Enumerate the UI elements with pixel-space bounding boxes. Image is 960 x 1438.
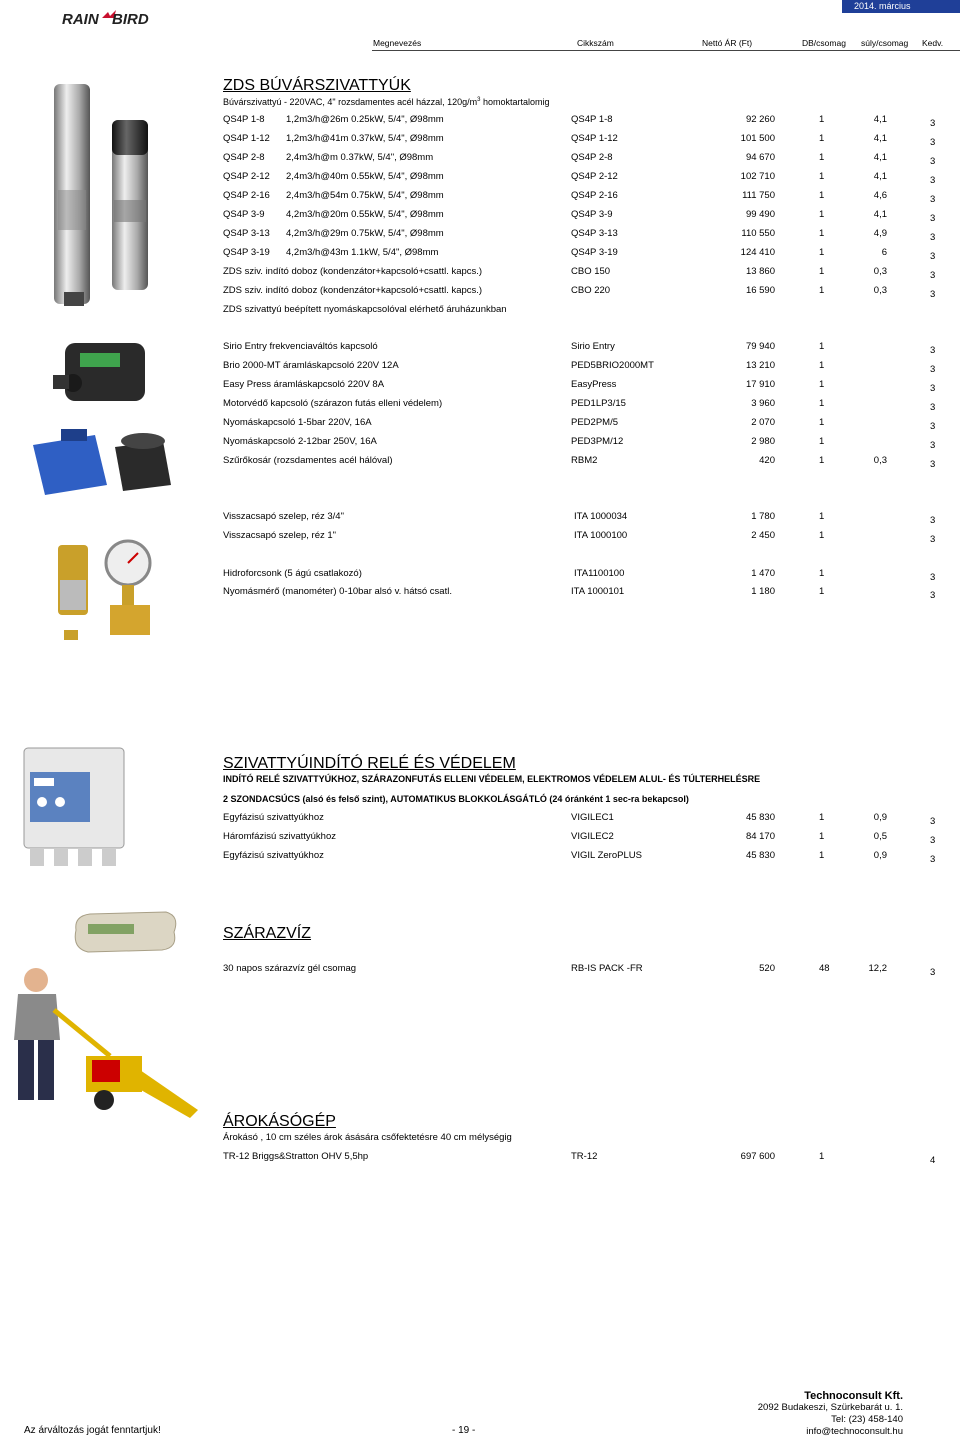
discount: 3 bbox=[930, 156, 936, 167]
product-code: QS4P 1-8 bbox=[571, 114, 613, 125]
pack-weight: 0,9 bbox=[873, 850, 887, 861]
pack-weight: 0,3 bbox=[873, 285, 887, 296]
pack-weight: 4,1 bbox=[873, 114, 887, 125]
discount: 3 bbox=[930, 213, 936, 224]
col-header-pack: DB/csomag bbox=[802, 38, 846, 48]
date-bar bbox=[842, 0, 960, 13]
product-code: PED5BRIO2000MT bbox=[571, 360, 654, 371]
product-name: 30 napos szárazvíz gél csomag bbox=[223, 963, 357, 974]
net-price: 2 980 bbox=[751, 436, 775, 447]
product-name: Easy Press áramláskapcsoló 220V 8A bbox=[223, 379, 385, 390]
pack-quantity: 1 bbox=[819, 379, 825, 390]
table-row bbox=[0, 455, 960, 471]
table-row bbox=[0, 360, 960, 376]
net-price: 79 940 bbox=[745, 341, 775, 352]
net-price: 102 710 bbox=[740, 171, 775, 182]
product-code: VIGIL ZeroPLUS bbox=[571, 850, 642, 861]
pack-weight: 4,1 bbox=[873, 152, 887, 163]
net-price: 110 550 bbox=[741, 228, 775, 239]
product-code: PED3PM/12 bbox=[571, 436, 624, 447]
net-price: 16 590 bbox=[745, 285, 775, 296]
dry-water-pack-image bbox=[70, 908, 180, 958]
pack-weight: 0,9 bbox=[873, 812, 887, 823]
product-name: Hidroforcsonk (5 ágú csatlakozó) bbox=[223, 568, 362, 579]
relay-line2: 2 SZONDACSÚCS (alsó és felső szint), AUTOMATIKUS BLOKKOLÁSGÁTLÓ (24 óránként 1 sec-ra bekapcsol) bbox=[223, 794, 689, 804]
table-row bbox=[0, 171, 960, 187]
pack-weight: 0,5 bbox=[873, 831, 887, 842]
table-row bbox=[0, 1151, 960, 1167]
product-name: Háromfázisú szivattyúkhoz bbox=[223, 831, 336, 842]
table-row bbox=[0, 586, 960, 602]
discount: 3 bbox=[930, 232, 936, 243]
pack-quantity: 1 bbox=[819, 190, 825, 201]
col-header-weight: súly/csomag bbox=[861, 38, 909, 48]
footer-email[interactable]: info@technoconsult.hu bbox=[806, 1426, 903, 1437]
pumps-note: ZDS szivattyú beépített nyomáskapcsolóval elérhető áruházunkban bbox=[223, 304, 507, 315]
discount: 3 bbox=[930, 515, 936, 526]
svg-text:BIRD: BIRD bbox=[112, 11, 149, 28]
pack-quantity: 1 bbox=[819, 171, 825, 182]
product-name: QS4P 2-16 bbox=[223, 190, 270, 201]
pack-quantity: 1 bbox=[819, 850, 825, 861]
net-price: 99 490 bbox=[745, 209, 775, 220]
discount: 3 bbox=[930, 345, 936, 356]
product-code: Sirio Entry bbox=[571, 341, 615, 352]
product-code: QS4P 2-8 bbox=[571, 152, 613, 163]
net-price: 2 070 bbox=[751, 417, 775, 428]
table-row bbox=[0, 341, 960, 357]
discount: 3 bbox=[930, 194, 936, 205]
table-row bbox=[0, 379, 960, 395]
discount: 3 bbox=[930, 534, 936, 545]
net-price: 13 210 bbox=[745, 360, 775, 371]
net-price: 45 830 bbox=[745, 812, 775, 823]
discount: 3 bbox=[930, 137, 936, 148]
subtitle-tail: homoktartalomig bbox=[480, 97, 550, 107]
discount: 3 bbox=[930, 402, 936, 413]
product-desc: 4,2m3/h@43m 1.1kW, 5/4", Ø98mm bbox=[286, 247, 439, 258]
net-price: 420 bbox=[759, 455, 775, 466]
pack-quantity: 1 bbox=[819, 228, 825, 239]
pack-quantity: 1 bbox=[819, 511, 825, 522]
product-code: ITA 1000101 bbox=[571, 586, 625, 597]
pack-quantity: 1 bbox=[819, 360, 825, 371]
discount: 3 bbox=[930, 835, 936, 846]
pack-weight: 4,1 bbox=[873, 171, 887, 182]
discount: 3 bbox=[930, 118, 936, 129]
pack-quantity: 1 bbox=[819, 530, 825, 541]
discount: 4 bbox=[930, 1155, 936, 1166]
pack-weight: 4,1 bbox=[873, 209, 887, 220]
rain-bird-logo bbox=[62, 8, 162, 30]
discount: 3 bbox=[930, 289, 936, 300]
net-price: 1 180 bbox=[751, 586, 775, 597]
product-desc: 2,4m3/h@40m 0.55kW, 5/4", Ø98mm bbox=[286, 171, 444, 182]
product-name: Visszacsapó szelep, réz 1" bbox=[223, 530, 337, 541]
discount: 3 bbox=[930, 816, 936, 827]
product-code: ITA 1000100 bbox=[574, 530, 628, 541]
product-name: Brio 2000-MT áramláskapcsoló 220V 12A bbox=[223, 360, 399, 371]
table-row bbox=[0, 812, 960, 828]
product-name: Visszacsapó szelep, réz 3/4" bbox=[223, 511, 344, 522]
product-code: QS4P 3-19 bbox=[571, 247, 618, 258]
net-price: 45 830 bbox=[745, 850, 775, 861]
pack-quantity: 1 bbox=[819, 1151, 825, 1162]
product-code: PED1LP3/15 bbox=[571, 398, 626, 409]
product-name: Sirio Entry frekvenciaváltós kapcsoló bbox=[223, 341, 378, 352]
net-price: 124 410 bbox=[740, 247, 775, 258]
net-price: 13 860 bbox=[745, 266, 775, 277]
table-row bbox=[0, 511, 960, 527]
discount: 3 bbox=[930, 175, 936, 186]
pack-quantity: 1 bbox=[819, 568, 825, 579]
pack-quantity: 1 bbox=[819, 247, 825, 258]
product-code: VIGILEC1 bbox=[571, 812, 614, 823]
net-price: 111 750 bbox=[742, 190, 775, 201]
net-price: 3 960 bbox=[751, 398, 775, 409]
footer-company: Technoconsult Kft. bbox=[804, 1390, 903, 1402]
product-code: CBO 150 bbox=[571, 266, 611, 277]
table-row bbox=[0, 228, 960, 244]
pack-quantity: 1 bbox=[819, 341, 825, 352]
product-name: Szűrőkosár (rozsdamentes acél hálóval) bbox=[223, 455, 393, 466]
product-desc: 4,2m3/h@20m 0.55kW, 5/4", Ø98mm bbox=[286, 209, 444, 220]
net-price: 94 670 bbox=[745, 152, 775, 163]
product-code: QS4P 2-16 bbox=[571, 190, 618, 201]
net-price: 1 470 bbox=[751, 568, 775, 579]
footer-notice: Az árváltozás jogát fenntartjuk! bbox=[24, 1425, 161, 1436]
relay-line1: INDÍTÓ RELÉ SZIVATTYÚKHOZ, SZÁRAZONFUTÁS ELLENI VÉDELEM, ELEKTROMOS VÉDELEM ALUL- ÉS TÚLTERHELÉSRE bbox=[223, 774, 761, 784]
discount: 3 bbox=[930, 854, 936, 865]
section-subtitle-pumps bbox=[223, 97, 550, 107]
net-price: 92 260 bbox=[745, 114, 775, 125]
subtitle-text: Búvárszivattyú - 220VAC, 4" rozsdamentes acél házzal, 120g/m bbox=[223, 97, 478, 107]
pack-weight: 4,9 bbox=[873, 228, 887, 239]
header-divider bbox=[372, 50, 960, 51]
footer-phone: Tel: (23) 458-140 bbox=[831, 1414, 903, 1425]
pack-quantity: 1 bbox=[819, 831, 825, 842]
pack-weight: 0,3 bbox=[873, 266, 887, 277]
product-name: Nyomáskapcsoló 2-12bar 250V, 16A bbox=[223, 436, 377, 447]
net-price: 1 780 bbox=[751, 511, 775, 522]
product-code: RBM2 bbox=[571, 455, 598, 466]
footer-contact bbox=[758, 1390, 903, 1438]
product-desc: 2,4m3/h@54m 0.75kW, 5/4", Ø98mm bbox=[286, 190, 444, 201]
pack-quantity: 1 bbox=[819, 209, 825, 220]
pack-quantity: 1 bbox=[819, 398, 825, 409]
product-desc: 4,2m3/h@29m 0.75kW, 5/4", Ø98mm bbox=[286, 228, 444, 239]
pack-weight: 4,6 bbox=[873, 190, 887, 201]
table-row bbox=[0, 266, 960, 282]
table-row bbox=[0, 398, 960, 414]
product-name: ZDS sziv. indító doboz (kondenzátor+kapcsoló+csattl. kapcs.) bbox=[223, 285, 483, 296]
product-code: QS4P 1-12 bbox=[571, 133, 618, 144]
product-code: TR-12 bbox=[571, 1151, 598, 1162]
table-row bbox=[0, 436, 960, 452]
pack-quantity: 1 bbox=[819, 266, 825, 277]
product-code: CBO 220 bbox=[571, 285, 611, 296]
date-label: 2014. március bbox=[854, 1, 911, 11]
net-price: 520 bbox=[759, 963, 775, 974]
col-header-price: Nettó ÁR (Ft) bbox=[702, 38, 753, 48]
trencher-subtitle: Árokásó , 10 cm széles árok ásására csőfektetésre 40 cm mélységig bbox=[223, 1132, 512, 1143]
table-row bbox=[0, 152, 960, 168]
product-code: RB-IS PACK -FR bbox=[571, 963, 643, 974]
footer-address: 2092 Budakeszi, Szürkebarát u. 1. bbox=[757, 1402, 903, 1413]
pack-weight: 0,3 bbox=[873, 455, 887, 466]
section-title-relay: SZIVATTYÚINDÍTÓ RELÉ ÉS VÉDELEM bbox=[223, 755, 516, 772]
net-price: 2 450 bbox=[751, 530, 775, 541]
pack-weight: 4,1 bbox=[873, 133, 887, 144]
net-price: 101 500 bbox=[740, 133, 775, 144]
trencher-machine-image bbox=[0, 960, 215, 1125]
net-price: 84 170 bbox=[745, 831, 775, 842]
pack-weight: 6 bbox=[881, 247, 887, 258]
discount: 3 bbox=[930, 440, 936, 451]
pack-quantity: 1 bbox=[819, 586, 825, 597]
product-name: Motorvédő kapcsoló (szárazon futás elleni védelem) bbox=[223, 398, 443, 409]
pack-quantity: 1 bbox=[819, 133, 825, 144]
table-row bbox=[0, 530, 960, 546]
net-price: 17 910 bbox=[745, 379, 775, 390]
product-name: QS4P 1-12 bbox=[223, 133, 270, 144]
discount: 3 bbox=[930, 270, 936, 281]
product-name: QS4P 1-8 bbox=[223, 114, 265, 125]
col-header-name: Megnevezés bbox=[373, 38, 422, 48]
product-name: QS4P 3-9 bbox=[223, 209, 265, 220]
pack-quantity: 1 bbox=[819, 455, 825, 466]
page-number: - 19 - bbox=[452, 1425, 476, 1436]
product-name: Nyomáskapcsoló 1-5bar 220V, 16A bbox=[223, 417, 372, 428]
discount: 3 bbox=[930, 590, 936, 601]
product-name: TR-12 Briggs&Stratton OHV 5,5hp bbox=[223, 1151, 369, 1162]
table-row bbox=[0, 568, 960, 584]
net-price: 697 600 bbox=[740, 1151, 775, 1162]
product-code: QS4P 2-12 bbox=[571, 171, 618, 182]
table-row bbox=[0, 190, 960, 206]
discount: 3 bbox=[930, 967, 936, 978]
product-code: ITA1100100 bbox=[574, 568, 625, 579]
pack-quantity: 1 bbox=[819, 812, 825, 823]
product-name: QS4P 2-12 bbox=[223, 171, 270, 182]
table-row bbox=[0, 850, 960, 866]
product-code: ITA 1000034 bbox=[574, 511, 628, 522]
product-code: EasyPress bbox=[571, 379, 617, 390]
discount: 3 bbox=[930, 383, 936, 394]
pack-quantity: 1 bbox=[819, 436, 825, 447]
product-name: ZDS sziv. indító doboz (kondenzátor+kapcsoló+csattl. kapcs.) bbox=[223, 266, 483, 277]
pack-quantity: 1 bbox=[819, 285, 825, 296]
pack-weight: 12,2 bbox=[868, 963, 887, 974]
product-code: VIGILEC2 bbox=[571, 831, 614, 842]
pack-quantity: 48 bbox=[819, 963, 830, 974]
table-row bbox=[0, 831, 960, 847]
product-code: PED2PM/5 bbox=[571, 417, 618, 428]
discount: 3 bbox=[930, 421, 936, 432]
table-row bbox=[0, 133, 960, 149]
product-name: QS4P 2-8 bbox=[223, 152, 265, 163]
product-name: Egyfázisú szivattyúkhoz bbox=[223, 812, 324, 823]
table-row bbox=[0, 247, 960, 263]
pack-quantity: 1 bbox=[819, 152, 825, 163]
svg-text:RAIN: RAIN bbox=[62, 11, 99, 28]
product-code: QS4P 3-9 bbox=[571, 209, 613, 220]
product-name: Nyomásmérő (manométer) 0-10bar alsó v. hátsó csatl. bbox=[223, 586, 452, 597]
discount: 3 bbox=[930, 364, 936, 375]
product-desc: 2,4m3/h@m 0.37kW, 5/4", Ø98mm bbox=[286, 152, 434, 163]
subtitle-sup: 3 bbox=[477, 97, 481, 103]
discount: 3 bbox=[930, 572, 936, 583]
section-title-trencher: ÁROKÁSÓGÉP bbox=[223, 1113, 336, 1130]
table-row bbox=[0, 417, 960, 433]
table-row bbox=[0, 114, 960, 130]
product-name: Egyfázisú szivattyúkhoz bbox=[223, 850, 324, 861]
product-desc: 1,2m3/h@26m 0.25kW, 5/4", Ø98mm bbox=[286, 114, 444, 125]
product-code: QS4P 3-13 bbox=[571, 228, 618, 239]
col-header-discount: Kedv. bbox=[922, 38, 944, 48]
pack-quantity: 1 bbox=[819, 417, 825, 428]
section-title-pumps: ZDS BÚVÁRSZIVATTYÚK bbox=[223, 77, 411, 94]
table-row bbox=[0, 209, 960, 225]
pack-quantity: 1 bbox=[819, 114, 825, 125]
product-name: QS4P 3-13 bbox=[223, 228, 270, 239]
product-name: QS4P 3-19 bbox=[223, 247, 270, 258]
section-title-drywater: SZÁRAZVÍZ bbox=[223, 925, 312, 942]
col-header-code: Cikkszám bbox=[577, 38, 614, 48]
product-desc: 1,2m3/h@41m 0.37kW, 5/4", Ø98mm bbox=[286, 133, 444, 144]
discount: 3 bbox=[930, 251, 936, 262]
table-row bbox=[0, 285, 960, 301]
discount: 3 bbox=[930, 459, 936, 470]
